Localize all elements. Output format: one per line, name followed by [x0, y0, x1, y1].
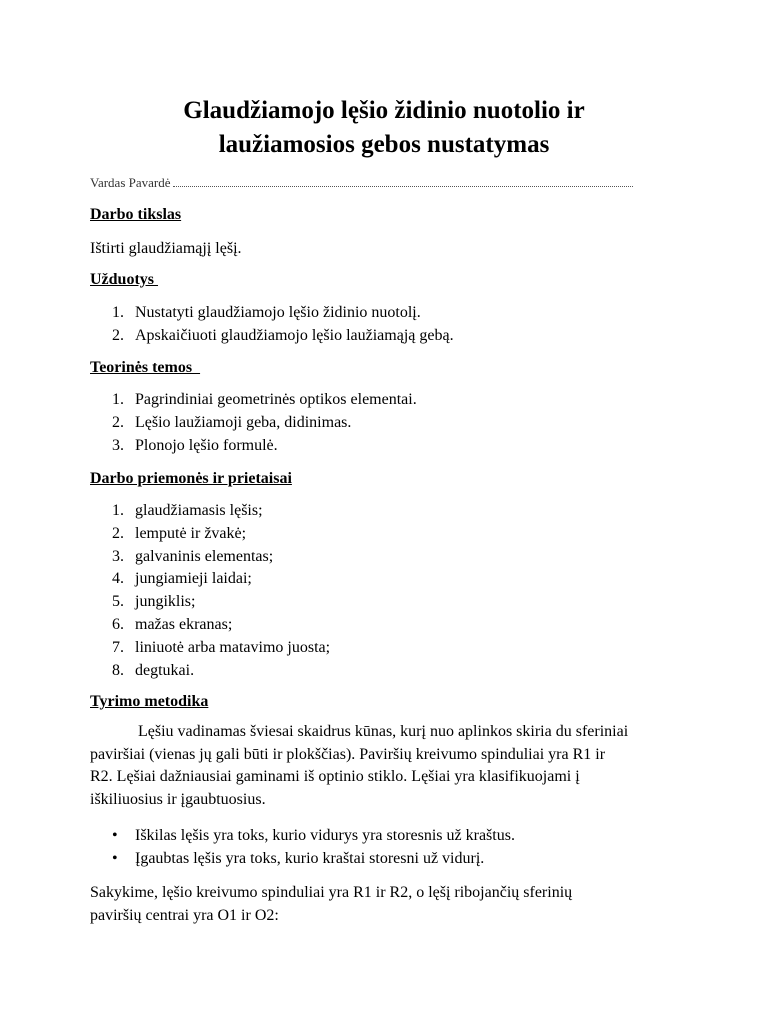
- paragraph-line: Sakykime, lęšio kreivumo spinduliai yra R1 ir R2, o lęšį ribojančių sferinių: [90, 884, 573, 901]
- heading-uzduotys: Užduotys: [90, 271, 159, 288]
- paragraph-line: paviršių centrai yra O1 ir O2:: [90, 906, 279, 924]
- bullet-icon: [112, 847, 135, 870]
- list-item: 1. Nustatyti glaudžiamojo lęšio židinio nuotolį.: [112, 304, 421, 321]
- paragraph-line: R2. Lęšiai dažniausiai gaminami iš optinio stiklo. Lęšiai yra klasifikuojami į: [90, 768, 580, 786]
- paragraph-line: Lęšiu vadinamas šviesai skaidrus kūnas, kurį nuo aplinkos skiria du sferiniai: [138, 723, 629, 740]
- list-item: •Iškilas lęšis yra toks, kurio vidurys yra storesnis už kraštus.: [112, 824, 515, 847]
- author-line: [90, 175, 650, 191]
- list-item: 8. degtukai.: [112, 661, 195, 679]
- uzduotys-list: [112, 302, 454, 348]
- list-item: 2. Lęšio laužiamoji geba, didinimas.: [112, 413, 352, 431]
- list-item: 5. jungiklis;: [112, 593, 196, 611]
- heading-darbo-tikslas: Darbo tikslas: [90, 206, 182, 223]
- paragraph-line: paviršiai (vienas jų gali būti ir plokščias). Paviršių kreivumo spinduliai yra R1 ir: [90, 745, 606, 763]
- list-item: 1. glaudžiamasis lęšis;: [112, 502, 263, 519]
- paragraph-line: iškiliuosius ir įgaubtuosius.: [90, 790, 266, 808]
- bullet-icon: [112, 824, 135, 847]
- lens-types-list: [112, 824, 515, 870]
- author-label: Vardas Pavardė: [90, 175, 171, 190]
- priemones-list: [112, 500, 330, 682]
- heading-teorines-temos: Teorinės temos: [90, 359, 201, 376]
- document-title: [0, 94, 768, 162]
- metodika-paragraph: [90, 721, 670, 811]
- heading-tyrimo-metodika: Tyrimo metodika: [90, 693, 209, 710]
- author-fill-line: [173, 176, 633, 187]
- list-item: 1. Pagrindiniai geometrinės optikos elementai.: [112, 391, 417, 408]
- list-item: 3. galvaninis elementas;: [112, 547, 274, 565]
- list-item: 4. jungiamieji laidai;: [112, 570, 252, 588]
- title-line-2: laužiamosios gebos nustatymas: [218, 131, 550, 158]
- list-item: 2. Apskaičiuoti glaudžiamojo lęšio laužiamąją gebą.: [112, 326, 454, 344]
- list-item: 2. lemputė ir žvakė;: [112, 524, 247, 542]
- list-item: •Įgaubtas lęšis yra toks, kurio kraštai storesni už vidurį.: [112, 847, 515, 870]
- heading-darbo-priemones: Darbo priemonės ir prietaisai: [90, 470, 292, 487]
- list-item: 6. mažas ekranas;: [112, 615, 233, 633]
- list-item: 3. Plonojo lęšio formulė.: [112, 436, 278, 454]
- metodika-closing: [90, 882, 670, 927]
- tikslas-text: Ištirti glaudžiamąjį lęšį.: [90, 240, 242, 257]
- title-line-1: Glaudžiamojo lęšio židinio nuotolio ir: [183, 97, 585, 124]
- list-item: 7. liniuotė arba matavimo juosta;: [112, 638, 331, 656]
- temos-list: [112, 389, 417, 457]
